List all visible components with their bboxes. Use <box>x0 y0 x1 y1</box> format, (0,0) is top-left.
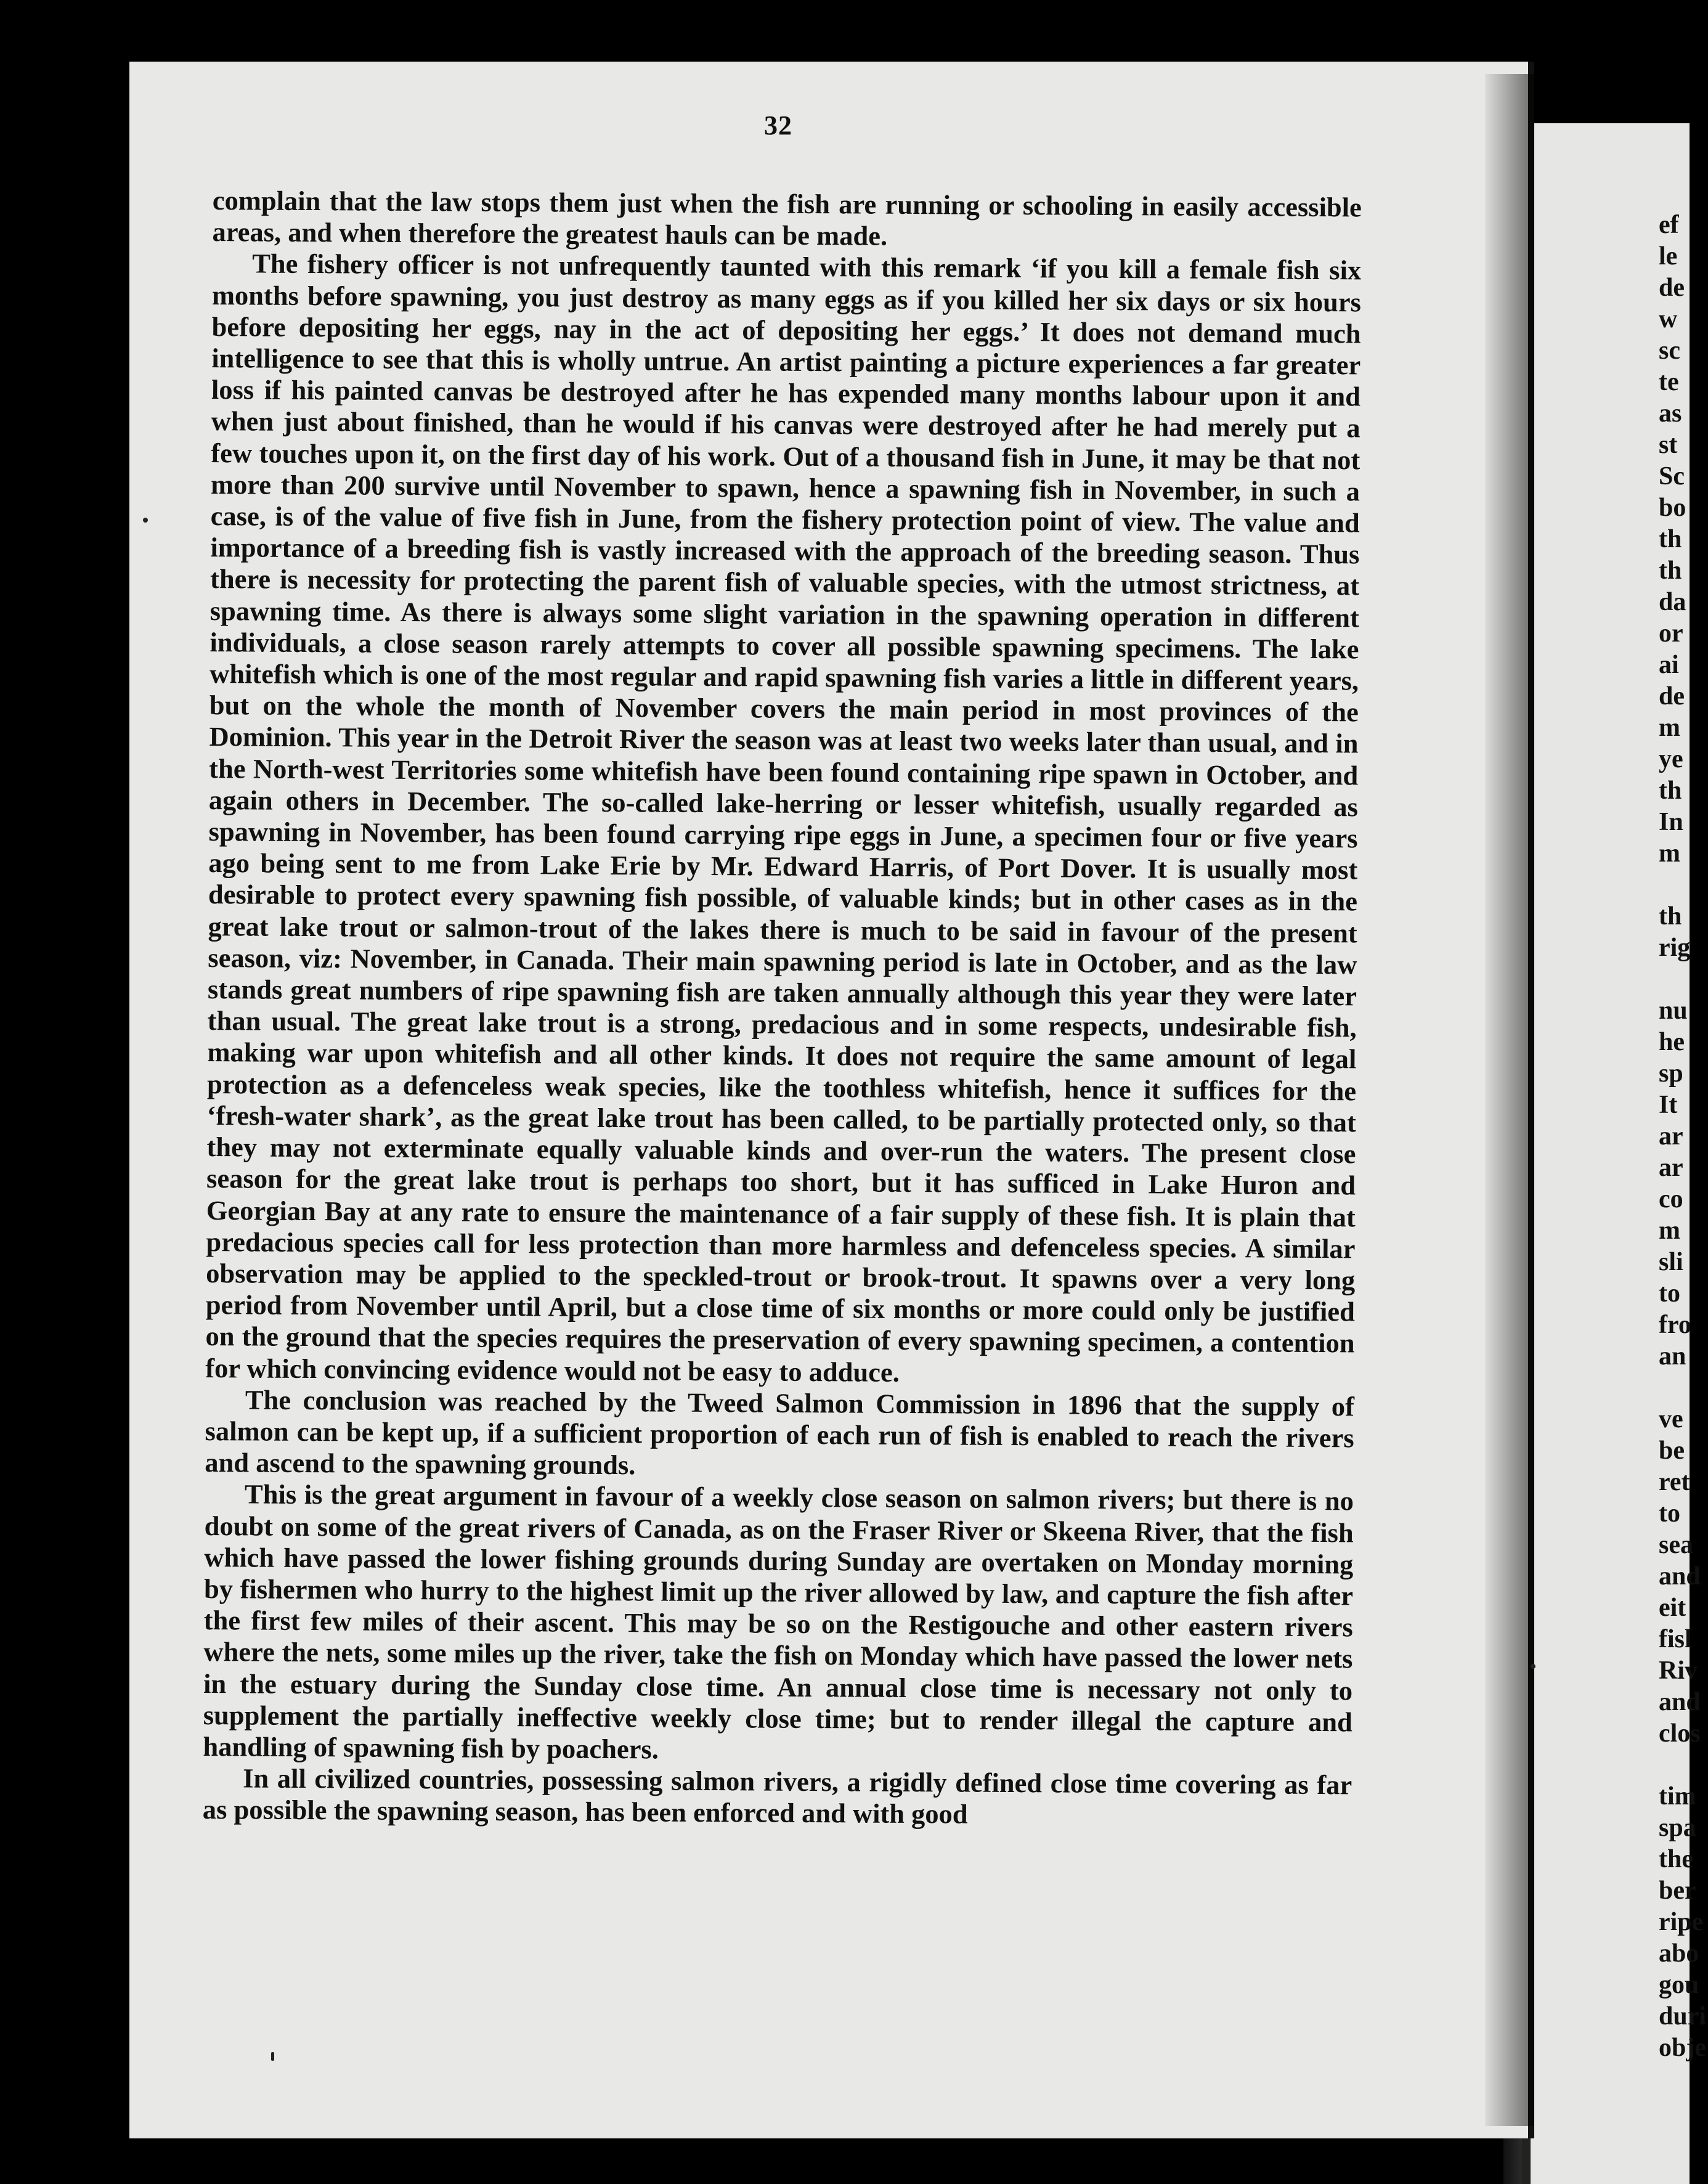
facing-line-fragment: m <box>1659 1216 1680 1245</box>
facing-line-fragment: sea <box>1659 1531 1693 1559</box>
facing-line-fragment: le <box>1659 242 1678 271</box>
paragraph: The fishery officer is not unfrequently taunted with this remark ‘if you kill a female fish six months before spawning, you just destroy as many eggs as if you killed her six days or six hours before depositing her eggs, nay in the act of depositing her eggs.’ It does not demand much intelligence to see that this is wholly untrue. An artist painting a picture experiences a far greater loss if his painted canvas be destroyed after he has expended many months labour upon it and when just about finished, than he would if his canvas were destroyed after he had merely put a few touches upon it, on the first day of his work. Out of a thousand fish in June, it may be that not more than 200 survive until November to spawn, hence a spawning fish in November, in such a case, is of the value of five fish in June, from the fishery protection point of view. The value and importance of a breeding fish is vastly increased with the approach of the breeding season. Thus there is necessity for protecting the parent fish of valuable species, with the utmost strictness, at spawning time. As there is always some slight variation in the spawning operation in different individuals, a close season rarely attempts to cover all possible spawning specimens. The lake whitefish which is one of the most regular and rapid spawning fish varies a little in different years, but on the whole the month of November covers the main period in most provinces of the Dominion. This year in the Detroit River the season was at least two weeks later than usual, and in the North-west Territories some whitefish have been found containing ripe spawn in October, and again others in December. The so-called lake-herring or lesser whitefish, usually regarded as spawning in November, has been found carrying ripe eggs in June, a specimen four or five years ago being sent to me from Lake Erie by Mr. Edward Harris, of Port Dover. It is usually most desirable to protect every spawning fish possible, of valuable kinds; but in other cases as in the great lake trout or salmon-trout of the lakes there is much to be said in favour of the present season, viz: November, in Canada. Their main spawning period is late in October, and as the law stands great numbers of ripe spawning fish are taken annually although this year they were later than usual. The great lake trout is a strong, predacious and in some respects, undesirable fish, making war upon whitefish and all other kinds. It does not require the same amount of legal protection as a defenceless weak species, like the toothless whitefish, hence it suffices for the ‘fresh-water shark’, as the great lake trout has been called, to be partially protected only, so that they may not exterminate equally valuable kinds and over-run the waters. The present close season for the great lake trout is perhaps too short, but it has sufficed in Lake Huron and Georgian Bay at any rate to ensure the maintenance of a fair supply of these fish. It is plain that predacious species call for less protection than more harmless and defenceless species. A similar observation may be applied to the speckled-trout or brook-trout. It spawns over a very long period from November until April, but a close time of six months or more could only be justified on the ground that the species requires the preservation of every spawning specimen, a contention for which convincing evidence would not be easy to adduce. <box>205 248 1362 1388</box>
facing-line-fragment: fisl <box>1659 1625 1692 1653</box>
facing-line-fragment: ai <box>1659 651 1679 679</box>
scan-speck <box>143 518 148 523</box>
facing-line-fragment: abo <box>1659 1939 1699 1968</box>
facing-line-fragment: an <box>1659 1342 1686 1371</box>
facing-line-fragment: spa <box>1659 1814 1696 1842</box>
facing-line-fragment: m <box>1659 839 1680 868</box>
facing-line-fragment: de <box>1659 274 1685 302</box>
facing-line-fragment: be <box>1659 1436 1685 1465</box>
facing-line-fragment: ve <box>1659 1405 1683 1433</box>
facing-line-fragment: he <box>1659 1028 1685 1056</box>
facing-line-fragment: It <box>1659 1091 1678 1119</box>
scan-speck <box>271 2052 274 2061</box>
facing-line-fragment: ripe <box>1659 1908 1704 1936</box>
facing-line-fragment: obje <box>1659 2034 1706 2062</box>
facing-line-fragment: w <box>1659 305 1678 333</box>
facing-line-fragment: nu <box>1659 996 1688 1025</box>
facing-line-fragment: te <box>1659 368 1679 396</box>
facing-line-fragment: th <box>1659 556 1682 585</box>
facing-line-fragment: tim <box>1659 1782 1696 1811</box>
paragraph-continuation: complain that the law stops them just when the fish are running or schooling in easily accessible areas, and when therefore the greatest hauls can be made. <box>212 185 1362 251</box>
facing-line-fragment: th <box>1659 525 1682 553</box>
paragraph: In all civilized countries, possessing salmon rivers, a rigidly defined close time covering as far as possible the spawning season, has been enforced and with good <box>202 1762 1352 1830</box>
facing-line-fragment: sli <box>1659 1248 1683 1276</box>
facing-line-fragment: the <box>1659 1845 1693 1873</box>
facing-line-fragment: to <box>1659 1499 1680 1528</box>
facing-line-fragment <box>1659 1372 1708 1404</box>
facing-line-fragment: and <box>1659 1562 1701 1591</box>
paragraph: The conclusion was reached by the Tweed Salmon Commission in 1896 that the supply of salmon can be kept up, if a sufficient proportion of each run of fish is enabled to reach the rivers and ascend to the spawning grounds. <box>205 1384 1355 1481</box>
facing-line-fragment: clos <box>1659 1719 1701 1748</box>
facing-line-fragment: In <box>1659 808 1683 836</box>
facing-line-fragment: duri <box>1659 2002 1707 2031</box>
facing-page-text-fragments <box>1659 210 1708 2064</box>
facing-line-fragment: or <box>1659 619 1683 648</box>
facing-line-fragment <box>1659 964 1708 995</box>
facing-line-fragment: sp <box>1659 1059 1683 1088</box>
facing-line-fragment: ret <box>1659 1468 1690 1496</box>
facing-line-fragment: th <box>1659 902 1682 931</box>
facing-line-fragment: st <box>1659 431 1678 459</box>
facing-line-fragment <box>1659 1750 1708 1781</box>
facing-line-fragment: th <box>1659 776 1682 805</box>
facing-line-fragment: co <box>1659 1185 1683 1213</box>
facing-line-fragment: ber <box>1659 1876 1696 1905</box>
facing-line-fragment: to <box>1659 1279 1680 1308</box>
facing-line-fragment: ar <box>1659 1154 1683 1182</box>
facing-line-fragment: fro <box>1659 1311 1691 1339</box>
facing-line-fragment: as <box>1659 399 1682 428</box>
facing-line-fragment: sc <box>1659 336 1680 365</box>
page-number: 32 <box>764 110 792 141</box>
facing-line-fragment: rig <box>1659 934 1691 962</box>
scan-speck <box>1531 1664 1535 1669</box>
facing-line-fragment: de <box>1659 682 1685 711</box>
facing-line-fragment <box>1659 870 1708 901</box>
facing-line-fragment: ye <box>1659 745 1683 773</box>
facing-line-fragment: da <box>1659 588 1686 616</box>
facing-line-fragment: bo <box>1659 494 1686 522</box>
facing-line-fragment: Sc <box>1659 462 1685 491</box>
facing-line-fragment: gou <box>1659 1971 1699 1999</box>
page-edge-shadow <box>1485 74 1534 2126</box>
paragraph: This is the great argument in favour of a weekly close season on salmon rivers; but there is no doubt on some of the great rivers of Canada, as on the Fraser River or Skeena River, that the fish which have passed the lower fishing grounds during Sunday are overtaken on Monday morning by fishermen who hurry to the highest limit up the river allowed by law, and capture the fish after the first few miles of their ascent. This may be so on the Restigouche and other eastern rivers where the nets, some miles up the river, take the fish on Monday which have passed the lower nets in the estuary during the Sunday close time. An annual close time is necessary not only to supplement the partially ineffective weekly close time; but to render illegal the capture and handling of spawning fish by poachers. <box>203 1478 1354 1765</box>
body-text <box>203 185 1362 1833</box>
facing-line-fragment: m <box>1659 714 1680 742</box>
facing-line-fragment: Riv <box>1659 1656 1698 1685</box>
facing-line-fragment: ar <box>1659 1122 1683 1151</box>
facing-line-fragment: ef <box>1659 211 1679 239</box>
facing-line-fragment: and <box>1659 1688 1701 1716</box>
facing-line-fragment: eit <box>1659 1594 1686 1622</box>
